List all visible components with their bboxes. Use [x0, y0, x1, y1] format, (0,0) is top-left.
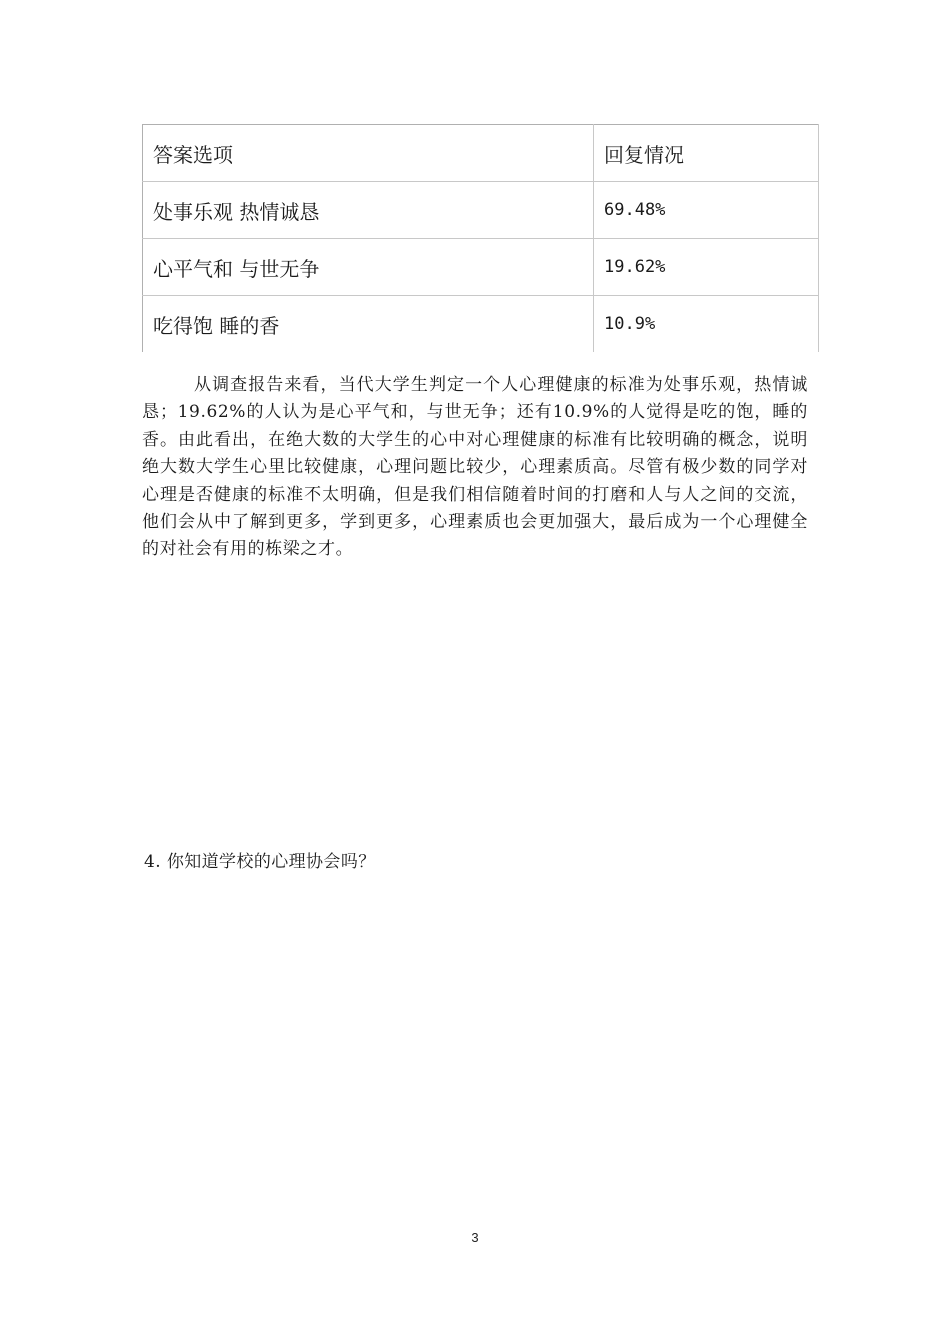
table-row	[143, 239, 819, 296]
response-cell: 10.9%	[594, 296, 819, 353]
option-cell: 吃得饱 睡的香	[143, 296, 594, 353]
option-cell: 心平气和 与世无争	[143, 239, 594, 296]
table-row	[143, 182, 819, 239]
column-header-response: 回复情况	[594, 125, 819, 182]
table-header-row	[143, 125, 819, 182]
response-cell: 69.48%	[594, 182, 819, 239]
survey-results-table	[142, 124, 819, 352]
survey-question-4: 4. 你知道学校的心理协会吗？	[144, 852, 376, 872]
page-number: 3	[471, 1230, 479, 1245]
option-cell: 处事乐观 热情诚恳	[143, 182, 594, 239]
response-cell: 19.62%	[594, 239, 819, 296]
table-row	[143, 296, 819, 353]
analysis-paragraph: 从调查报告来看，当代大学生判定一个人心理健康的标准为处事乐观，热情诚恳；19.62%的人认为是心平气和，与世无争；还有10.9%的人觉得是吃的饱，睡的香。由此看出，在绝大数的大学生的心中对心理健康的标准有比较明确的概念，说明绝大数大学生心里比较健康，心理问题比较少，心理素质高。尽管有极少数的同学对心理是否健康的标准不太明确，但是我们相信随着时间的打磨和人与人之间的交流，他们会从中了解到更多，学到更多，心理素质也会更加强大，最后成为一个心理健全的对社会有用的栋梁之才。	[142, 375, 808, 560]
column-header-option: 答案选项	[143, 125, 594, 182]
